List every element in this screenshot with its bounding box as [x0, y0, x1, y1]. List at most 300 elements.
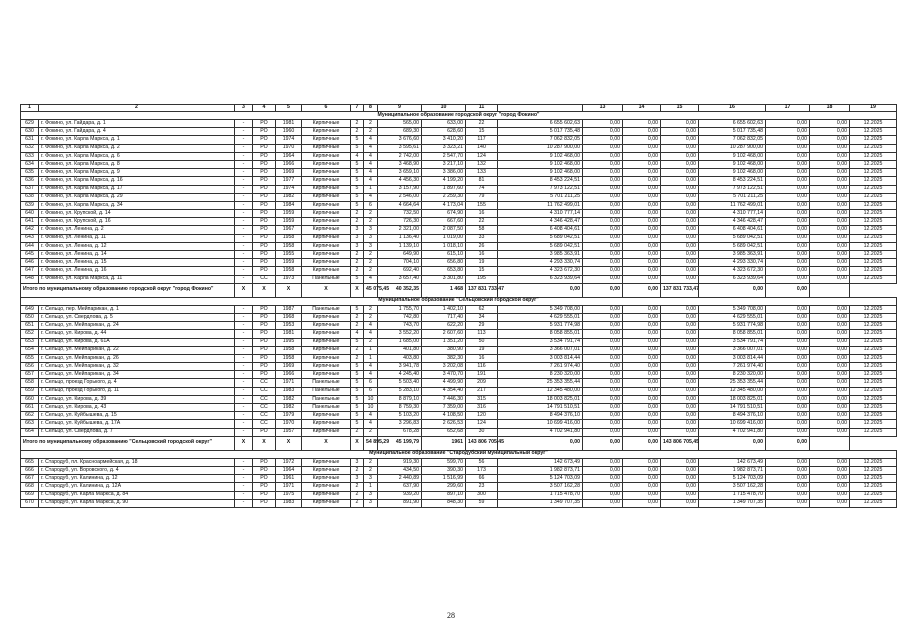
- total-cell: 1 468: [422, 283, 466, 297]
- table-cell: 0,00: [661, 313, 699, 321]
- column-number-cell: 15: [661, 105, 699, 112]
- table-cell: 5 017 735,48: [699, 128, 766, 136]
- table-cell: 743,70: [378, 322, 422, 330]
- table-cell: 3 657,40: [378, 275, 422, 283]
- table-cell: 2: [351, 128, 364, 136]
- table-cell: 0,00: [810, 144, 850, 152]
- total-cell: X: [235, 283, 253, 297]
- table-cell: 646: [21, 259, 39, 267]
- table-cell: Кирпичные: [302, 313, 351, 321]
- table-cell: 0,00: [661, 144, 699, 152]
- table-cell: 655: [21, 354, 39, 362]
- table-cell: -: [235, 428, 253, 436]
- table-cell: 0,00: [766, 218, 810, 226]
- table-cell: 0,00: [766, 420, 810, 428]
- table-row: [21, 185, 897, 193]
- table-cell: г. Сельцо, ул. Свердлова, д. 7: [39, 428, 235, 436]
- table-cell: 0,00: [661, 499, 699, 507]
- table-cell: 3 003 814,44: [498, 354, 583, 362]
- total-cell: 0,00: [583, 283, 623, 297]
- table-cell: 5: [351, 412, 364, 420]
- table-cell: 0,00: [661, 371, 699, 379]
- table-cell: 5 349 708,00: [498, 305, 583, 313]
- table-cell: 12.2025: [850, 475, 897, 483]
- table-cell: -: [235, 128, 253, 136]
- table-cell: 0,00: [810, 177, 850, 185]
- table-cell: 12.2025: [850, 160, 897, 168]
- table-cell: 0,00: [766, 128, 810, 136]
- table-cell: РО: [253, 160, 276, 168]
- table-cell: 0,00: [583, 428, 623, 436]
- table-cell: 12.2025: [850, 346, 897, 354]
- column-number-cell: 10: [422, 105, 466, 112]
- table-cell: 5: [351, 395, 364, 403]
- table-cell: -: [235, 338, 253, 346]
- table-cell: 4: [364, 275, 378, 283]
- table-cell: 3 296,83: [378, 420, 422, 428]
- table-cell: 633,00: [422, 120, 466, 128]
- table-cell: 0,00: [661, 226, 699, 234]
- table-cell: РО: [253, 428, 276, 436]
- table-cell: Кирпичные: [302, 218, 351, 226]
- table-cell: 0,00: [661, 242, 699, 250]
- table-cell: -: [235, 160, 253, 168]
- table-cell: г. Фокино, ул. Ленина, д. 11: [39, 234, 235, 242]
- table-cell: 0,00: [583, 242, 623, 250]
- table-cell: 4: [351, 152, 364, 160]
- table-cell: 1: [364, 354, 378, 362]
- table-cell: 4: [364, 322, 378, 330]
- table-body: [21, 105, 897, 508]
- table-cell: 4: [364, 420, 378, 428]
- section-title: Муниципальное образование "Стародубский муниципальный округ": [21, 450, 897, 458]
- table-cell: 0,00: [583, 160, 623, 168]
- table-cell: РО: [253, 267, 276, 275]
- table-cell: 704,10: [378, 259, 422, 267]
- table-cell: 0,00: [583, 120, 623, 128]
- table-cell: -: [235, 404, 253, 412]
- table-cell: 173: [466, 466, 498, 474]
- table-cell: 1 349 707,35: [699, 499, 766, 507]
- table-cell: 16: [466, 354, 498, 362]
- section-title: Муниципальное образование городской округ "город Фокино": [21, 112, 897, 120]
- table-cell: 628,60: [422, 128, 466, 136]
- table-cell: 0,00: [583, 420, 623, 428]
- table-cell: 2: [351, 322, 364, 330]
- table-cell: 0,00: [583, 169, 623, 177]
- column-number-cell: 19: [850, 105, 897, 112]
- table-cell: 0,00: [810, 466, 850, 474]
- table-cell: Кирпичные: [302, 330, 351, 338]
- table-cell: 0,00: [623, 218, 661, 226]
- table-cell: -: [235, 491, 253, 499]
- table-cell: 0,00: [623, 305, 661, 313]
- table-cell: 1975: [276, 491, 302, 499]
- table-cell: г. Фокино, ул. Карла Маркса, д. 16: [39, 177, 235, 185]
- table-cell: -: [235, 305, 253, 313]
- table-cell: Кирпичные: [302, 428, 351, 436]
- table-cell: г. Фокино, ул. Карла Маркса, д. 1: [39, 136, 235, 144]
- table-cell: 0,00: [623, 458, 661, 466]
- table-cell: СС: [253, 387, 276, 395]
- table-cell: -: [235, 322, 253, 330]
- table-cell: 0,00: [583, 144, 623, 152]
- table-cell: 5: [351, 275, 364, 283]
- table-cell: 0,00: [661, 120, 699, 128]
- table-cell: 8 230 320,00: [699, 371, 766, 379]
- table-cell: г. Сельцо, пер. Мейпарикан, д. 1: [39, 305, 235, 313]
- table-cell: 2: [351, 346, 364, 354]
- table-cell: РО: [253, 346, 276, 354]
- table-cell: Кирпичные: [302, 499, 351, 507]
- table-cell: 649: [21, 305, 39, 313]
- table-cell: 9 102 468,00: [498, 160, 583, 168]
- table-cell: 1971: [276, 379, 302, 387]
- table-cell: 666: [21, 466, 39, 474]
- table-cell: 6 323 939,64: [699, 275, 766, 283]
- table-cell: 4 310 777,14: [699, 210, 766, 218]
- table-cell: Кирпичные: [302, 491, 351, 499]
- table-cell: 0,00: [623, 404, 661, 412]
- table-cell: 5 103,20: [378, 412, 422, 420]
- table-cell: 0,00: [661, 379, 699, 387]
- table-cell: 401,80: [378, 346, 422, 354]
- table-cell: 0,00: [583, 483, 623, 491]
- table-row: [21, 499, 897, 507]
- table-cell: -: [235, 193, 253, 201]
- table-row: [21, 267, 897, 275]
- table-cell: 9 102 468,00: [498, 152, 583, 160]
- table-cell: Панельные: [302, 379, 351, 387]
- table-cell: 2 321,00: [378, 226, 422, 234]
- table-cell: 0,00: [623, 185, 661, 193]
- table-cell: 12.2025: [850, 144, 897, 152]
- table-cell: 5 283,10: [378, 387, 422, 395]
- table-cell: 2 546,00: [378, 193, 422, 201]
- table-cell: 692,40: [378, 267, 422, 275]
- table-cell: 8 058 855,01: [699, 330, 766, 338]
- table-cell: 1 685,00: [378, 338, 422, 346]
- table-cell: 0,00: [623, 160, 661, 168]
- table-cell: 1 351,20: [422, 338, 466, 346]
- table-cell: 380,90: [422, 346, 466, 354]
- table-cell: РО: [253, 363, 276, 371]
- table-cell: 0,00: [810, 275, 850, 283]
- table-cell: 3: [364, 491, 378, 499]
- table-cell: 12.2025: [850, 420, 897, 428]
- table-cell: 81: [466, 177, 498, 185]
- table-cell: г. Фокино, ул. Ленина, д. 12: [39, 242, 235, 250]
- table-cell: 1 018,10: [422, 242, 466, 250]
- table-cell: 22: [466, 218, 498, 226]
- table-cell: 639: [21, 201, 39, 209]
- table-cell: 4: [364, 144, 378, 152]
- table-cell: 0,00: [810, 499, 850, 507]
- table-cell: 654: [21, 346, 39, 354]
- table-cell: 0,00: [810, 185, 850, 193]
- table-cell: 848,30: [422, 499, 466, 507]
- column-number-cell: 5: [276, 105, 302, 112]
- table-cell: 0,00: [583, 387, 623, 395]
- table-cell: -: [235, 259, 253, 267]
- table-cell: 403,80: [378, 354, 422, 362]
- table-cell: 0,00: [661, 404, 699, 412]
- section-total-row: [21, 436, 897, 450]
- table-cell: г. Сельцо, ул. Кирова, д. 44: [39, 330, 235, 338]
- table-cell: 5: [351, 193, 364, 201]
- table-cell: 0,00: [766, 491, 810, 499]
- table-cell: 0,00: [810, 428, 850, 436]
- table-cell: 0,00: [661, 128, 699, 136]
- table-cell: 642: [21, 226, 39, 234]
- column-number-row: [21, 105, 897, 112]
- table-cell: 12 345 480,00: [699, 387, 766, 395]
- table-row: [21, 330, 897, 338]
- table-cell: г. Фокино, ул. Карла Маркса, д. 11: [39, 275, 235, 283]
- table-cell: Кирпичные: [302, 120, 351, 128]
- table-cell: 116: [466, 363, 498, 371]
- table-cell: 12.2025: [850, 275, 897, 283]
- table-cell: 0,00: [623, 395, 661, 403]
- table-cell: 4 245,40: [378, 371, 422, 379]
- table-cell: -: [235, 395, 253, 403]
- total-cell: 0,00: [699, 283, 766, 297]
- table-cell: 1981: [276, 120, 302, 128]
- table-cell: 0,00: [661, 152, 699, 160]
- table-cell: 0,00: [583, 234, 623, 242]
- table-cell: 12.2025: [850, 338, 897, 346]
- table-cell: 891,90: [378, 499, 422, 507]
- table-cell: г. Сельцо, ул. Мейпарикан, д. 34: [39, 371, 235, 379]
- table-cell: 12.2025: [850, 185, 897, 193]
- table-cell: 0,00: [766, 259, 810, 267]
- total-cell: 0,00: [766, 436, 810, 450]
- table-cell: 638: [21, 193, 39, 201]
- table-cell: 0,00: [810, 412, 850, 420]
- table-cell: г. Фокино, ул. Гайдара, д. 4: [39, 128, 235, 136]
- table-cell: 652,68: [422, 428, 466, 436]
- table-cell: РО: [253, 330, 276, 338]
- table-cell: Кирпичные: [302, 259, 351, 267]
- table-cell: Кирпичные: [302, 363, 351, 371]
- table-row: [21, 363, 897, 371]
- table-cell: 0,00: [661, 363, 699, 371]
- table-cell: 2: [364, 466, 378, 474]
- table-cell: 0,00: [810, 305, 850, 313]
- table-cell: 0,00: [766, 363, 810, 371]
- table-cell: 3 676,60: [378, 136, 422, 144]
- table-cell: 1982: [276, 395, 302, 403]
- table-cell: 5 349 708,00: [699, 305, 766, 313]
- table-cell: 635: [21, 169, 39, 177]
- table-cell: Кирпичные: [302, 177, 351, 185]
- table-cell: 647: [21, 267, 39, 275]
- table-cell: 5: [351, 363, 364, 371]
- table-cell: 0,00: [623, 193, 661, 201]
- table-cell: 0,00: [766, 354, 810, 362]
- table-cell: 0,00: [623, 128, 661, 136]
- table-cell: 1961: [276, 475, 302, 483]
- table-cell: 0,00: [661, 185, 699, 193]
- table-cell: 62: [466, 305, 498, 313]
- table-cell: 0,00: [623, 152, 661, 160]
- table-cell: 0,00: [623, 259, 661, 267]
- table-cell: 10 699 416,00: [699, 420, 766, 428]
- table-cell: 12.2025: [850, 120, 897, 128]
- table-cell: 0,00: [661, 491, 699, 499]
- table-cell: 658: [21, 379, 39, 387]
- table-cell: 0,00: [583, 395, 623, 403]
- section-total-row: [21, 283, 897, 297]
- table-cell: -: [235, 363, 253, 371]
- table-cell: 9 102 468,00: [699, 152, 766, 160]
- table-cell: 3: [364, 226, 378, 234]
- table-cell: РО: [253, 458, 276, 466]
- table-cell: -: [235, 458, 253, 466]
- column-number-cell: 11: [466, 105, 498, 112]
- table-cell: 0,00: [810, 458, 850, 466]
- table-cell: 12.2025: [850, 210, 897, 218]
- table-cell: г. Фокино, ул. Гайдара, д. 1: [39, 120, 235, 128]
- table-cell: 0,00: [583, 313, 623, 321]
- table-cell: 4 499,90: [422, 379, 466, 387]
- table-cell: 0,00: [623, 136, 661, 144]
- table-cell: 4 664,64: [378, 201, 422, 209]
- table-cell: 0,00: [583, 305, 623, 313]
- table-row: [21, 275, 897, 283]
- table-row: [21, 226, 897, 234]
- table-cell: 1964: [276, 152, 302, 160]
- total-cell: X: [276, 283, 302, 297]
- table-cell: 1983: [276, 387, 302, 395]
- table-cell: 5: [351, 404, 364, 412]
- table-cell: 0,00: [766, 152, 810, 160]
- table-cell: 4 199,20: [422, 177, 466, 185]
- table-cell: 133: [466, 169, 498, 177]
- table-cell: 2: [364, 251, 378, 259]
- table-cell: 5: [351, 379, 364, 387]
- table-cell: 12.2025: [850, 458, 897, 466]
- table-cell: 669: [21, 491, 39, 499]
- table-cell: 653: [21, 338, 39, 346]
- table-cell: 1968: [276, 313, 302, 321]
- table-cell: 12.2025: [850, 499, 897, 507]
- table-cell: 124: [466, 152, 498, 160]
- table-cell: г. Сельцо, ул. Мейпарикан, д. 24: [39, 322, 235, 330]
- table-cell: 34: [466, 313, 498, 321]
- table-cell: 0,00: [766, 120, 810, 128]
- table-cell: Панельные: [302, 305, 351, 313]
- table-row: [21, 234, 897, 242]
- table-cell: 0,00: [583, 128, 623, 136]
- table-cell: г. Фокино, ул. Карла Маркса, д. 9: [39, 169, 235, 177]
- table-cell: 1 897,60: [422, 185, 466, 193]
- table-row: [21, 483, 897, 491]
- table-cell: 12.2025: [850, 259, 897, 267]
- table-cell: 726,30: [378, 218, 422, 226]
- table-cell: 26: [466, 242, 498, 250]
- table-cell: г. Стародуб, ул. Воровского, д. 4: [39, 466, 235, 474]
- table-cell: 0,00: [583, 412, 623, 420]
- table-cell: 0,00: [766, 267, 810, 275]
- table-cell: 30: [466, 428, 498, 436]
- table-cell: Панельные: [302, 387, 351, 395]
- table-cell: 11 762 499,01: [699, 201, 766, 209]
- table-cell: 717,40: [422, 313, 466, 321]
- table-cell: 0,00: [810, 404, 850, 412]
- table-cell: 6 408 404,61: [699, 226, 766, 234]
- table-cell: г. Сельцо, проезд Горького, д. 11: [39, 387, 235, 395]
- table-cell: Кирпичные: [302, 136, 351, 144]
- table-cell: 1979: [276, 412, 302, 420]
- table-cell: 0,00: [583, 371, 623, 379]
- table-cell: 649,90: [378, 251, 422, 259]
- table-cell: РО: [253, 177, 276, 185]
- table-cell: 191: [466, 371, 498, 379]
- table-cell: 630: [21, 128, 39, 136]
- table-cell: 0,00: [766, 338, 810, 346]
- table-cell: 0,00: [583, 267, 623, 275]
- table-row: [21, 242, 897, 250]
- table-cell: 0,00: [583, 226, 623, 234]
- table-cell: 4 702 941,80: [498, 428, 583, 436]
- table-cell: 7 261 974,40: [498, 363, 583, 371]
- column-number-cell: 13: [583, 105, 623, 112]
- table-cell: 0,00: [661, 305, 699, 313]
- total-cell: 40 352,35: [378, 283, 422, 297]
- table-cell: 2: [364, 428, 378, 436]
- table-cell: РО: [253, 313, 276, 321]
- table-cell: РО: [253, 193, 276, 201]
- total-cell: 45 075,45: [364, 283, 378, 297]
- table-cell: 22: [466, 120, 498, 128]
- table-cell: 615,10: [422, 251, 466, 259]
- table-cell: 0,00: [583, 177, 623, 185]
- table-cell: 1957: [276, 428, 302, 436]
- table-cell: 0,00: [810, 152, 850, 160]
- table-cell: 142 673,49: [699, 458, 766, 466]
- table-cell: РО: [253, 259, 276, 267]
- table-cell: 0,00: [766, 210, 810, 218]
- table-cell: -: [235, 242, 253, 250]
- table-cell: Кирпичные: [302, 371, 351, 379]
- table-cell: -: [235, 346, 253, 354]
- table-row: [21, 144, 897, 152]
- table-cell: 919,30: [378, 458, 422, 466]
- table-cell: 0,00: [623, 242, 661, 250]
- table-cell: 0,00: [810, 218, 850, 226]
- table-cell: 0,00: [661, 259, 699, 267]
- table-cell: 12.2025: [850, 428, 897, 436]
- table-cell: 3 552,20: [378, 330, 422, 338]
- table-cell: г. Сельцо, ул. Кирова, д. 61А: [39, 338, 235, 346]
- table-cell: 0,00: [810, 201, 850, 209]
- total-cell: 0,00: [766, 283, 810, 297]
- table-cell: 0,00: [623, 346, 661, 354]
- column-number-cell: 4: [253, 105, 276, 112]
- table-cell: 0,00: [583, 499, 623, 507]
- table-cell: 0,00: [623, 420, 661, 428]
- table-cell: СС: [253, 420, 276, 428]
- table-cell: 8 759,30: [378, 404, 422, 412]
- table-cell: 113: [466, 330, 498, 338]
- column-number-cell: 17: [766, 105, 810, 112]
- table-cell: -: [235, 234, 253, 242]
- table-cell: 5: [351, 185, 364, 193]
- table-cell: 4 702 941,80: [699, 428, 766, 436]
- table-cell: 644: [21, 242, 39, 250]
- table-cell: 565,00: [378, 120, 422, 128]
